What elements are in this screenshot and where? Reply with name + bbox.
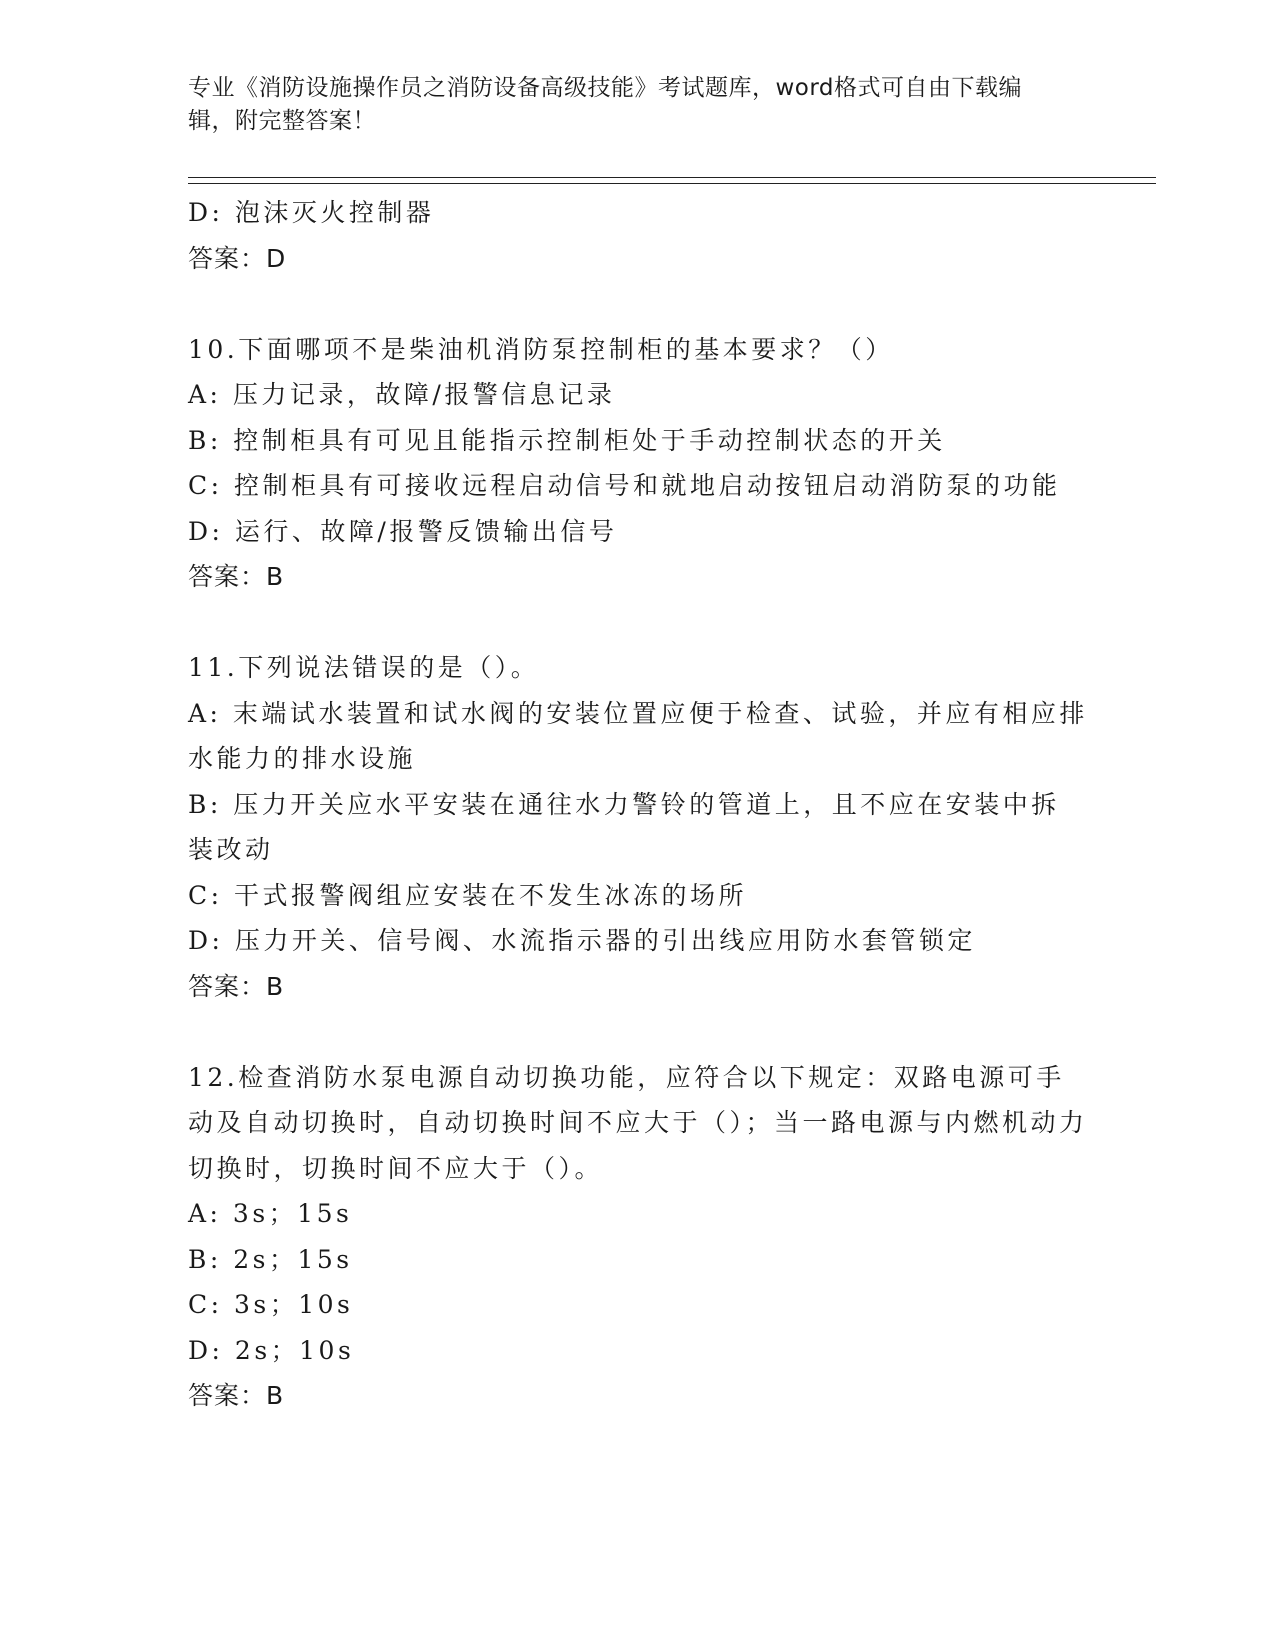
option-a: A: 压力记录，故障/报警信息记录 <box>188 380 616 409</box>
answer: 答案：B <box>188 562 285 591</box>
option-c: C: 控制柜具有可接收远程启动信号和就地启动按钮启动消防泵的功能 <box>188 471 1061 500</box>
question-list <box>188 190 1088 1419</box>
option-c: C: 干式报警阀组应安装在不发生冰冻的场所 <box>188 880 747 910</box>
question-11 <box>188 645 1088 1009</box>
question-10 <box>188 327 1088 600</box>
header-rule-bottom <box>188 183 1156 184</box>
option-b: B: 2s；15s <box>188 1244 353 1274</box>
option-d: D: 运行、故障/报警反馈输出信号 <box>188 516 618 546</box>
question-stem: 11.下列说法错误的是（）。 <box>188 653 540 682</box>
question-12 <box>188 1055 1088 1419</box>
option-d: D: 2s；10s <box>188 1335 355 1365</box>
header-rule-top <box>188 177 1156 178</box>
option-a: A: 末端试水装置和试水阀的安装位置应便于检查、试验，并应有相应排水能力的排水设施 <box>188 698 1088 773</box>
question-stem: 12.检查消防水泵电源自动切换功能，应符合以下规定：双路电源可手动及自动切换时，自动切换时间不应大于（）；当一路电源与内燃机动力切换时，切换时间不应大于（）。 <box>188 1062 1088 1183</box>
prev-question-tail <box>188 190 1088 281</box>
answer: 答案：B <box>188 1381 285 1410</box>
option-d: D: 泡沫灭火控制器 <box>188 198 435 227</box>
answer: 答案：B <box>188 971 285 1001</box>
option-b: B: 压力开关应水平安装在通往水力警铃的管道上，且不应在安装中拆装改动 <box>188 789 1060 864</box>
answer: 答案：D <box>188 243 287 273</box>
option-a: A: 3s；15s <box>188 1199 353 1228</box>
option-c: C: 3s；10s <box>188 1290 354 1319</box>
question-stem: 10.下面哪项不是柴油机消防泵控制柜的基本要求？（） <box>188 334 894 364</box>
option-d: D: 压力开关、信号阀、水流指示器的引出线应用防水套管锁定 <box>188 926 976 955</box>
document-header: 专业《消防设施操作员之消防设备高级技能》考试题库，word格式可自由下载编辑，附完整答案！ <box>188 75 1023 134</box>
option-b: B: 控制柜具有可见且能指示控制柜处于手动控制状态的开关 <box>188 425 946 455</box>
